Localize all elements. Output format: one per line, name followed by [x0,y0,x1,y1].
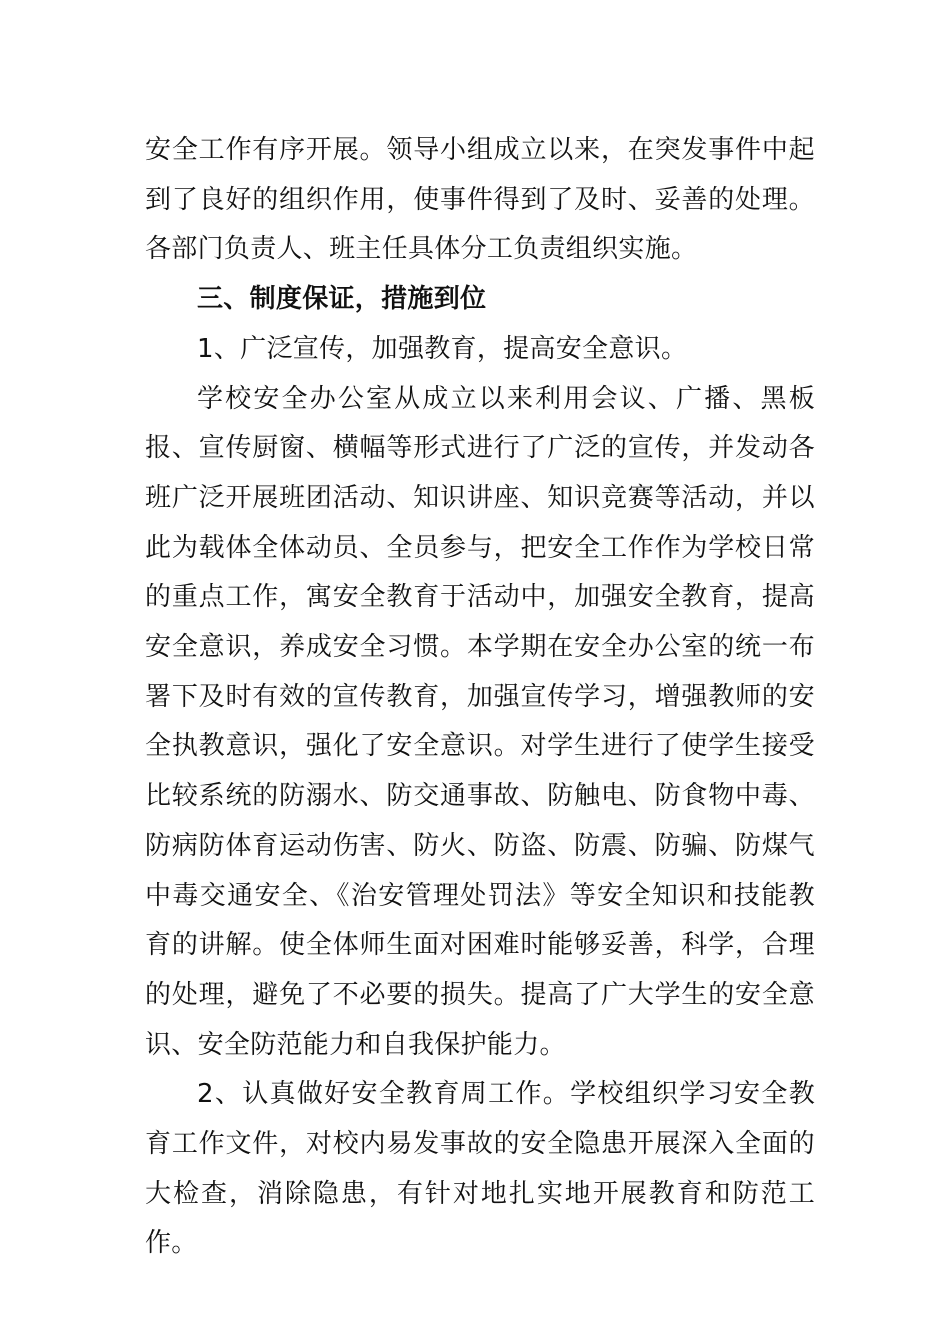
section-heading: 三、制度保证，措施到位 [197,284,487,315]
document-body [145,126,815,1269]
paragraph-publicity: 学校安全办公室从成立以来利用会议、广播、黑板报、宣传厨窗、横幅等形式进行了广泛的宣传，并发动各班广泛开展班团活动、知识讲座、知识竞赛等活动，并以此为载体全体动员、全员参与，把安全工作作为学校日常的重点工作，寓安全教育于活动中，加强安全教育，提高安全意识，养成安全习惯。本学期在安全办公室的统一布署下及时有效的宣传教育，加强宣传学习，增强教师的安全执教意识，强化了安全意识。对学生进行了使学生接受比较系统的防溺水、防交通事故、防触电、防食物中毒、防病防体育运动伤害、防火、防盗、防震、防骗、防煤气中毒交通安全、《治安管理处罚法》等安全知识和技能教育的讲解。使全体师生面对困难时能够妥善，科学，合理的处理，避免了不必要的损失。提高了广大学生的安全意识、安全防范能力和自我保护能力。 [145,383,815,1060]
paragraph-safety-week: 2、认真做好安全教育周工作。学校组织学习安全教育工作文件，对校内易发事故的安全隐患开展深入全面的大检查，消除隐患，有针对地扎实地开展教育和防范工作。 [145,1079,815,1259]
paragraph-continuation: 安全工作有序开展。领导小组成立以来，在突发事件中起到了良好的组织作用，使事件得到了及时、妥善的处理。各部门负责人、班主任具体分工负责组织实施。 [145,135,815,265]
subsection-heading-1: 1、广泛宣传，加强教育，提高安全意识。 [197,333,688,364]
